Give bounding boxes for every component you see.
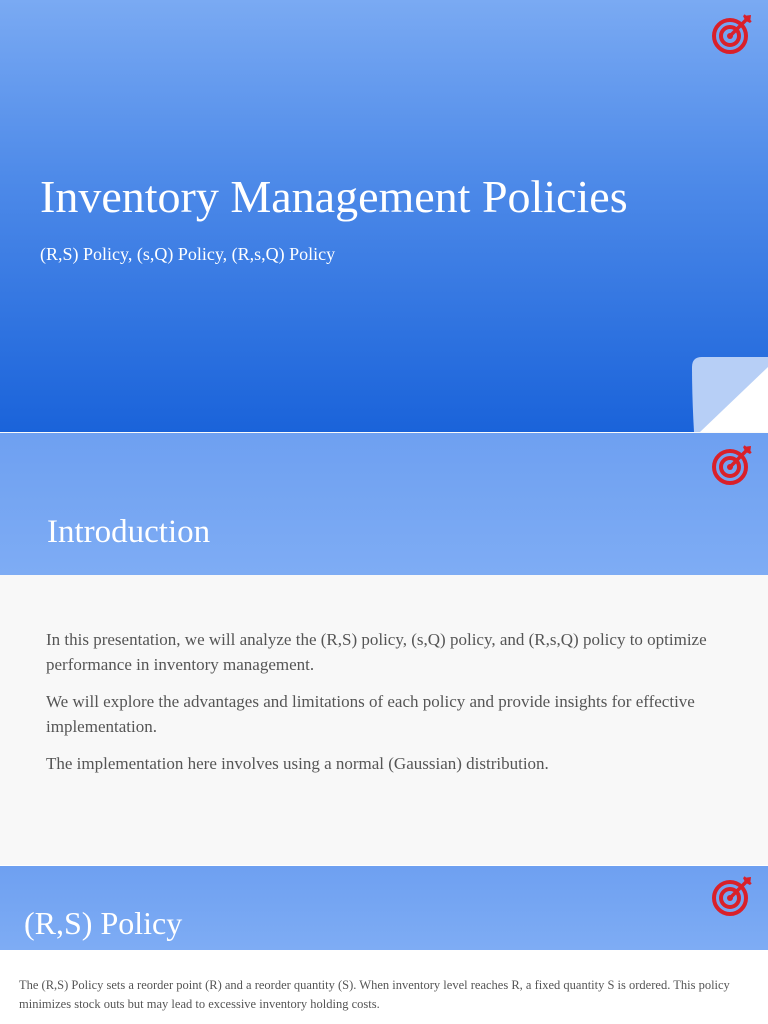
introduction-heading: Introduction	[47, 514, 211, 550]
introduction-paragraph: We will explore the advantages and limitations of each policy and provide insights for effective implementation.	[46, 692, 695, 736]
target-arrow-icon	[710, 874, 754, 918]
rs-policy-body	[0, 950, 768, 1024]
rs-policy-description: The (R,S) Policy sets a reorder point (R) and a reorder quantity (S). When inventory level reaches R, a fixed quantity S is ordered. This policy minimizes stock outs but may lead to excessive inventory holding costs.	[19, 978, 730, 1011]
introduction-header	[0, 433, 768, 575]
introduction-body	[0, 575, 768, 865]
slide-title: Inventory Management Policies	[40, 171, 628, 222]
introduction-paragraph: The implementation here involves using a normal (Gaussian) distribution.	[46, 754, 549, 773]
title-slide	[0, 0, 768, 432]
rs-policy-heading: (R,S) Policy	[24, 905, 183, 941]
slide-subtitle: (R,S) Policy, (s,Q) Policy, (R,s,Q) Policy	[40, 244, 336, 264]
target-arrow-icon	[710, 443, 754, 487]
page-curl-decoration	[692, 357, 768, 432]
introduction-paragraph: In this presentation, we will analyze the (R,S) policy, (s,Q) policy, and (R,s,Q) policy to optimize performance in inventory management.	[46, 630, 707, 674]
target-arrow-icon	[710, 12, 754, 56]
rs-policy-header	[0, 866, 768, 950]
